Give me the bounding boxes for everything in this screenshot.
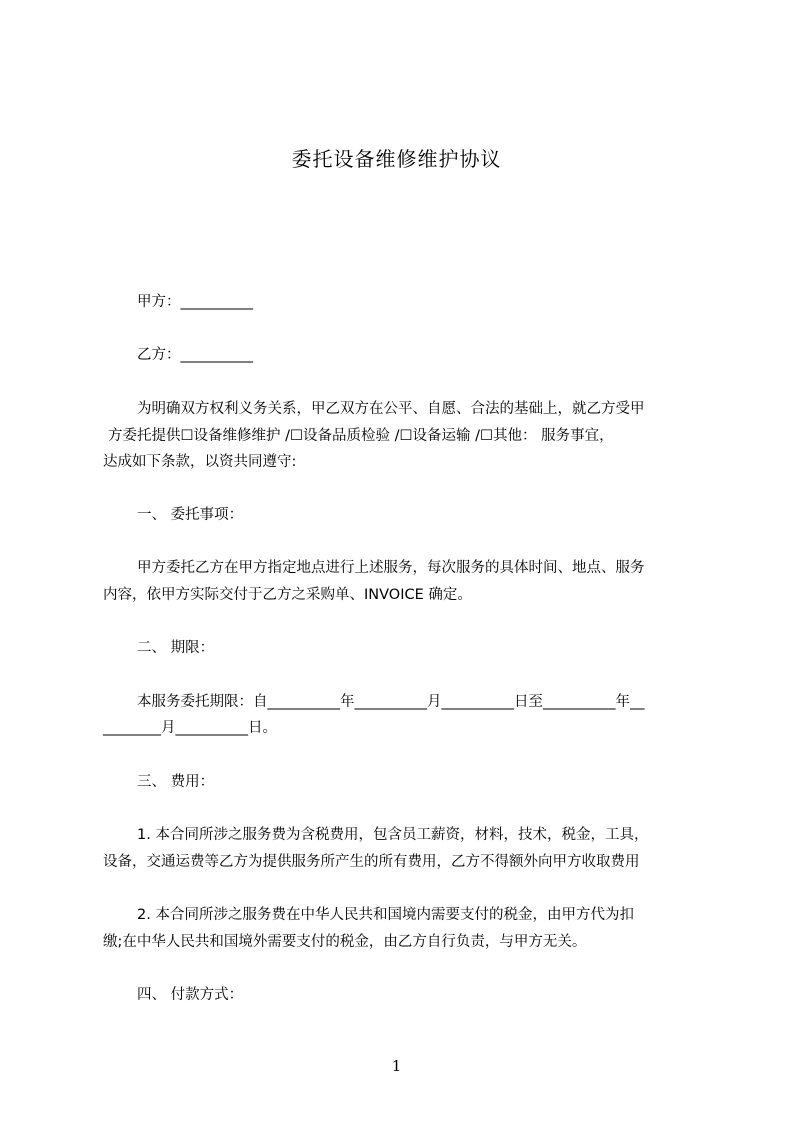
section-3-item-1-line-2: 设备，交通运费等乙方为提供服务所产生的所有费用，乙方不得额外向甲方收取费用 — [103, 854, 640, 870]
page-number: 1 — [391, 1057, 402, 1075]
section-3-item-1-line-1: 1. 本合同所涉之服务费为含税费用，包含员工薪资，材料，技术，税金，工具， — [137, 827, 649, 843]
intro-line-3: 达成如下条款，以资共同遵守: — [103, 454, 297, 470]
section-1-line-2: 内容，依甲方实际交付于乙方之采购单、INVOICE 确定。 — [103, 587, 472, 603]
section-3-item-2-line-2: 缴;在中华人民共和国境外需要支付的税金，由乙方自行负责，与甲方无关。 — [103, 934, 587, 950]
section-3-item-2-line-1: 2. 本合同所涉之服务费在中华人民共和国境内需要支付的税金，由甲方代为扣 — [137, 907, 634, 923]
section-4-heading: 四、 付款方式： — [137, 987, 244, 1003]
party-a-line: 甲方：__________ — [137, 294, 253, 310]
document-title: 委托设备维修维护协议 — [291, 147, 502, 171]
section-2-line-1: 本服务委托期限：自__________年__________月__________日至__________年__ — [137, 694, 645, 710]
party-b-line: 乙方：__________ — [137, 347, 253, 363]
section-1-heading: 一、 委托事项： — [137, 507, 244, 523]
section-1-line-1: 甲方委托乙方在甲方指定地点进行上述服务，每次服务的具体时间、地点、服务 — [137, 560, 645, 576]
section-2-line-2: ________月__________日。 — [103, 720, 277, 736]
intro-line-2: 方委托提供☐设备维修维护 /☐设备品质检验 /☐设备运输 /☐其他： 服务事宜， — [108, 428, 614, 444]
section-2-heading: 二、 期限： — [137, 640, 215, 656]
intro-line-1: 为明确双方权利义务关系，甲乙双方在公平、自愿、合法的基础上，就乙方受甲 — [137, 401, 645, 417]
section-3-heading: 三、 费用： — [137, 774, 215, 790]
